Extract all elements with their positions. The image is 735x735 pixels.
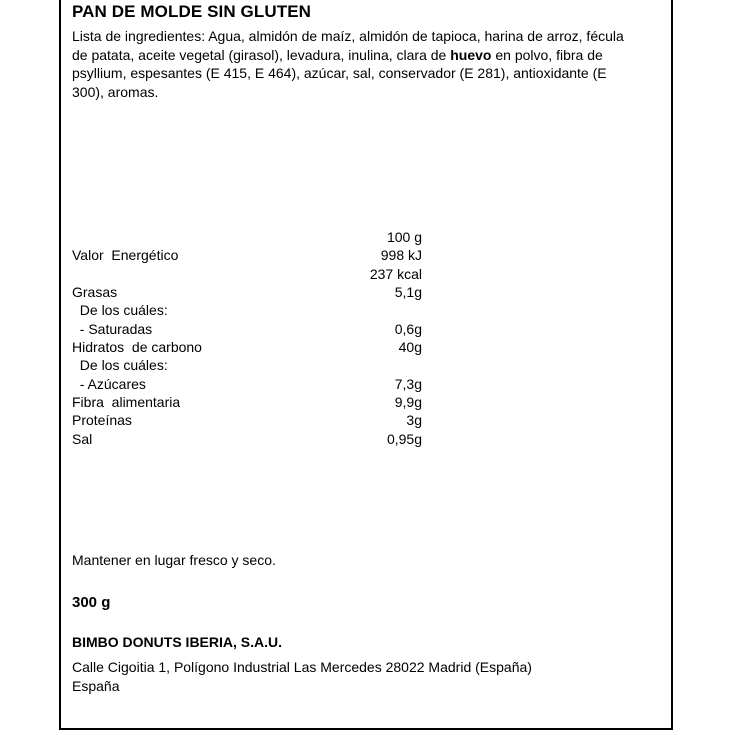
nutrition-row	[72, 411, 432, 429]
nutrient-value: 237 kcal	[369, 266, 422, 282]
per-100g-label: 100 g	[386, 229, 422, 245]
company-name: BIMBO DONUTS IBERIA, S.A.U.	[72, 634, 283, 650]
nutrient-value: 9,9g	[394, 394, 422, 410]
nutrient-value: 7,3g	[394, 376, 422, 392]
nutrient-value: 0,95g	[386, 431, 422, 447]
nutrient-label: Grasas	[72, 284, 118, 300]
nutrient-label: Valor Energético	[72, 247, 179, 263]
nutrition-row	[72, 338, 432, 356]
nutrient-label: Proteínas	[72, 412, 132, 428]
product-title: PAN DE MOLDE SIN GLUTEN	[72, 2, 312, 21]
ingredients-part-2: en polvo, fibra de psyllium, espesantes (E 415, E 464), azúcar, sal, conservador (E 281), antioxidante (E 300), aromas.	[72, 46, 607, 100]
nutrient-label: Hidratos de carbono	[72, 339, 202, 355]
nutrient-value: 5,1g	[394, 284, 422, 300]
nutrition-row	[72, 375, 432, 393]
nutrient-label: Fibra alimentaria	[72, 394, 181, 410]
nutrient-value: 3g	[406, 412, 422, 428]
allergen-highlight: huevo	[450, 46, 492, 63]
net-weight: 300 g	[72, 594, 111, 611]
nutrient-label: - Azúcares	[72, 376, 146, 392]
nutrition-row	[72, 283, 432, 301]
address-country: España	[72, 678, 120, 694]
nutrition-row	[72, 430, 432, 448]
ingredients-text	[72, 27, 642, 101]
nutrient-label: Sal	[72, 431, 93, 447]
nutrition-row	[72, 265, 432, 283]
nutrition-row	[72, 301, 432, 319]
nutrient-label: De los cuáles:	[72, 357, 168, 373]
nutrition-row	[72, 393, 432, 411]
nutrition-row	[72, 246, 432, 264]
nutrient-value: 0,6g	[394, 321, 422, 337]
storage-instructions: Mantener en lugar fresco y seco.	[72, 552, 276, 568]
ingredients-part-1: Lista de ingredientes: Agua, almidón de maíz, almidón de tapioca, harina de arroz, fécula de patata, aceite vegetal (girasol), levadura, inulina, clara de	[72, 28, 624, 63]
nutrient-label: De los cuáles:	[72, 302, 168, 318]
nutrient-value: 40g	[398, 339, 422, 355]
nutrient-value: 998 kJ	[380, 247, 422, 263]
nutrition-row	[72, 320, 432, 338]
company-address	[72, 658, 532, 696]
nutrition-header-row	[72, 228, 432, 246]
nutrient-label: - Saturadas	[72, 321, 153, 337]
address-line: Calle Cigoitia 1, Polígono Industrial Las Mercedes 28022 Madrid (España)	[72, 659, 532, 675]
nutrition-row	[72, 356, 432, 374]
